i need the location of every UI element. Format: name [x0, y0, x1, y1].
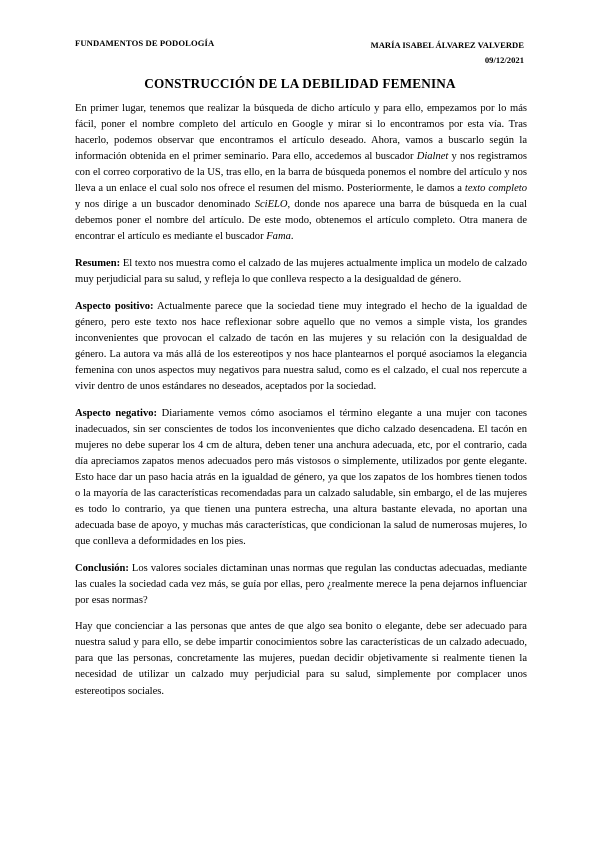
header-author-block [371, 38, 524, 68]
resumen-paragraph [75, 256, 527, 288]
conclusion-paragraph [75, 561, 527, 609]
intro-text-1: En primer lugar, tenemos que realizar la búsqueda de dicho artículo y para ello, empezamos por lo más fácil, poner el nombre completo del artículo en Google y mirar si lo encontramos por esta vía. Tras hacerlo, podemos observar que encontramos el artículo deseado. Ahora, vamos a buscarlo según la información obtenida en el primer seminario. Para ello, accedemos al buscador [75, 103, 527, 163]
aspecto-negativo-text: Diariamente vemos cómo asociamos el término elegante a una mujer con tacones inadecuados, sin ser conscientes de todos los inconvenientes que dicho calzado desencadena. El tacón en mujeres no debe superar los 4 cm de altura, deben tener una anchura adecuada, etc, por el contrario, cada día apreciamos zapatos menos adecuados pero más vistosos o simplemente, utilizados por gente elegante. Esto hace dar un paso hacia atrás en la igualdad de género, ya que los zapatos de los hombres tienen todos o la mayoría de las características recomendadas para un calzado saludable, sin embargo, el de las mujeres es todo lo contrario, ya que tienen una puntera estrecha, una altura bastante elevada, no aportan una adecuada base de apoyo, y muchas más características, que condicionan la salud de numerosas mujeres, lo que conlleva a deformidades en los pies. [75, 407, 528, 547]
aspecto-negativo-paragraph [75, 406, 527, 550]
intro-text-2: y nos registramos con el correo corporativo de la US, tras ello, en la barra de búsqueda ponemos el nombre del artículo y nos lleva a un enlace el cual solo nos ofrece el resumen del mismo. Posteriormente, le damos a [75, 151, 527, 195]
document-body [75, 101, 527, 710]
intro-paragraph [75, 101, 527, 245]
scielo-term: SciELO [254, 199, 288, 211]
texto-completo-term: texto completo [464, 183, 527, 195]
document-title: CONSTRUCCIÓN DE LA DEBILIDAD FEMENINA [144, 76, 456, 91]
aspecto-positivo-paragraph [75, 299, 527, 395]
intro-text-5: . [290, 231, 294, 243]
header-author: MARÍA ISABEL ÁLVAREZ VALVERDE [370, 40, 524, 50]
header-date: 09/12/2021 [484, 55, 524, 65]
final-paragraph: Hay que concienciar a las personas que antes de que algo sea bonito o elegante, debe ser adecuado para nuestra salud y para ello, se debe impartir conocimientos sobre las características de un calzado adecuado, para que las personas, concretamente las mujeres, puedan decidir objetivamente si realmente tienen la necesidad de utilizar un calzado muy perjudicial para su salud, simplemente por complacer unos estereotipos sociales. [75, 621, 527, 697]
fama-term: Fama [266, 231, 291, 243]
intro-text-4: , donde nos aparece una barra de búsqueda en la cual debemos poner el nombre del artículo. De este modo, obtenemos el artículo completo. Otra manera de encontrar el artículo es mediante el buscador [75, 199, 528, 243]
dialnet-term: Dialnet [416, 151, 449, 163]
conclusion-text: Los valores sociales dictaminan unas normas que regulan las conductas adecuadas, mediante las cuales la sociedad cada vez más, se guía por ellas, pero ¿realmente merece la pena dejarnos influenciar por esas normas? [75, 562, 527, 606]
intro-text-3: y nos dirige a un buscador denominado [75, 199, 255, 211]
resumen-label: Resumen: [75, 258, 121, 270]
aspecto-positivo-label: Aspecto positivo: [75, 300, 154, 312]
aspecto-positivo-text: Actualmente parece que la sociedad tiene muy integrado el hecho de la igualdad de género, pero este texto nos hace reflexionar sobre aquello que no vemos a simple vista, los grandes inconvenientes que provocan el calzado de tacón en las mujeres y su relación con la desigualdad de género. La autora va más allá de los estereotipos y nos hace plantearnos el porqué asociamos la elegancia femenina con unos aspectos muy negativos para nuestra salud, como es el calzado, el cual nos repercute a vivir dentro de unos estándares no deseados, aceptados por la sociedad. [75, 300, 528, 392]
header-course: FUNDAMENTOS DE PODOLOGÍA [75, 38, 215, 48]
resumen-text: El texto nos muestra como el calzado de las mujeres actualmente implica un modelo de calzado muy perjudicial para su salud, y refleja lo que conlleva respecto a la desigualdad de género. [75, 258, 527, 286]
conclusion-label: Conclusión: [75, 562, 129, 574]
aspecto-negativo-label: Aspecto negativo: [75, 407, 158, 419]
